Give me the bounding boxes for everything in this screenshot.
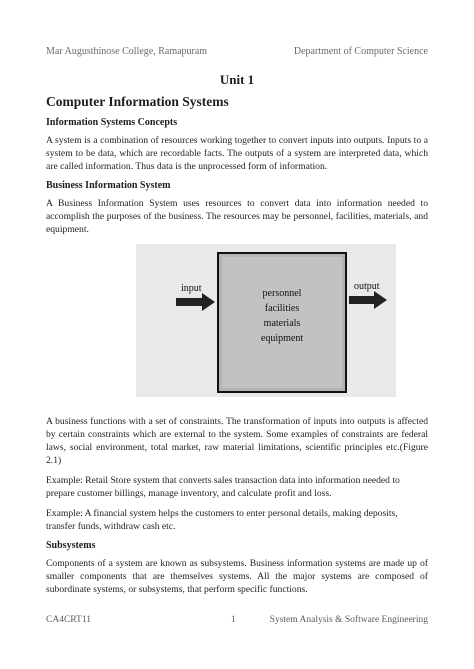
header-department: Department of Computer Science (293, 46, 428, 57)
footer-course-code: CA4CRT11 (46, 615, 91, 625)
chapter-title: Computer Information Systems (46, 94, 229, 109)
section-heading-bis: Business Information System (46, 180, 171, 191)
unit-title: Unit 1 (219, 72, 255, 87)
paragraph-example-financial: Example: A financial system helps the customers to enter personal details, making deposits, transfer funds, withdraw cash etc. (46, 508, 398, 532)
footer-page-number: 1 (231, 615, 236, 625)
system-diagram (136, 244, 396, 397)
section-heading-subsystems: Subsystems (46, 540, 96, 551)
paragraph-constraints: A business functions with a set of constraints. The transformation of inputs into outputs is affected by certain constraints which are external to the system. Some examples of constraints are federal laws, social environment, total market, raw material limitations, scientific principles etc.(Figure 2.1) (46, 416, 428, 466)
resource-label: equipment (260, 333, 304, 344)
footer-subject: System Analysis & Software Engineering (269, 615, 428, 625)
section-heading-concepts: Information Systems Concepts (46, 117, 178, 128)
paragraph-subsystems: Components of a system are known as subsystems. Business information systems are made up of smaller components that are themselves systems. All the major systems are composed of subordinate systems, or subsystems, that perform specific functions. (46, 558, 428, 595)
system-figure (136, 244, 396, 397)
paragraph-concepts: A system is a combination of resources working together to convert inputs into outputs. Inputs to a system to be data, which are recordable facts. The outputs of a system are interpreted data, which are called information. Thus data is the unprocessed form of information. (46, 135, 428, 172)
resource-label: personnel (262, 288, 302, 299)
header-college: Mar Augusthinose College, Ramapuram (46, 46, 208, 57)
resource-label: materials (263, 318, 301, 329)
paragraph-bis: A Business Information System uses resources to convert data into information needed to accomplish the purposes of the business. The resources may be personnel, facilities, materials, and equipment. (46, 198, 428, 235)
input-label: input (181, 283, 202, 294)
resource-label: facilities (264, 303, 300, 314)
page-content (46, 68, 428, 603)
output-label: output (354, 281, 380, 292)
paragraph-example-retail: Example: Retail Store system that converts sales transaction data into information needed to prepare customer billings, manage inventory, and calculate profit and loss. (46, 475, 400, 499)
